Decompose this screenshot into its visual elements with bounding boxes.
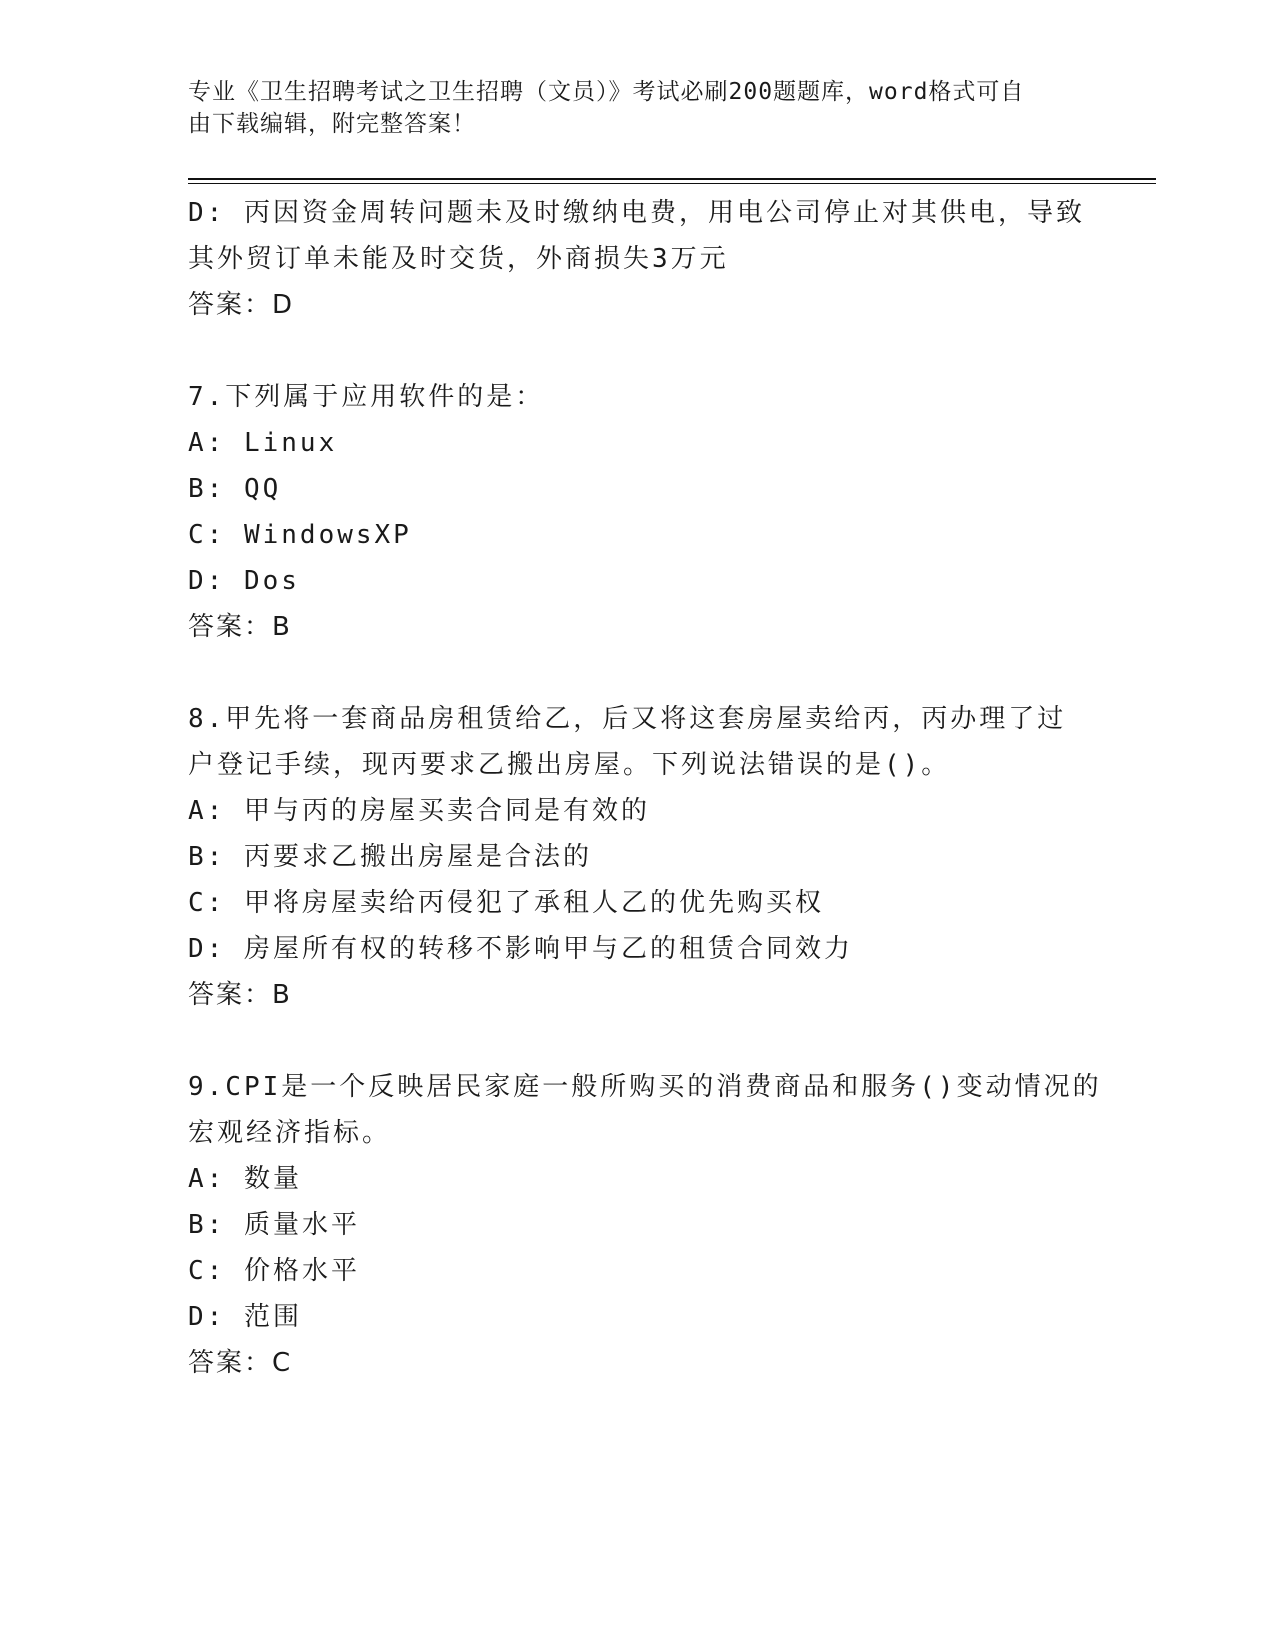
answer-label: 答案： bbox=[188, 980, 273, 1010]
header-title-line-1: 专业《卫生招聘考试之卫生招聘（文员）》考试必刷200题题库，word格式可自 bbox=[188, 79, 1025, 105]
previous-question-tail bbox=[188, 190, 1088, 328]
header-rule-thick bbox=[188, 178, 1156, 180]
answer-value: C bbox=[272, 1348, 292, 1378]
question-stem-continued: 户登记手续，现丙要求乙搬出房屋。下列说法错误的是()。 bbox=[188, 750, 951, 780]
spacer bbox=[188, 1018, 1088, 1064]
question-7 bbox=[188, 374, 1088, 650]
question-stem: 9.CPI是一个反映居民家庭一般所购买的消费商品和服务()变动情况的 bbox=[188, 1072, 1102, 1102]
answer-label: 答案： bbox=[188, 290, 273, 320]
question-9 bbox=[188, 1064, 1102, 1386]
answer-label: 答案： bbox=[188, 612, 273, 642]
spacer bbox=[188, 328, 1088, 374]
question-list bbox=[188, 190, 1102, 1386]
option-c: C: WindowsXP bbox=[188, 520, 412, 550]
header-rule-thin bbox=[188, 183, 1156, 184]
answer-label: 答案： bbox=[188, 1348, 273, 1378]
option-d: D: Dos bbox=[188, 566, 300, 596]
option-d: D: 范围 bbox=[188, 1302, 302, 1332]
option-a: A: 甲与丙的房屋买卖合同是有效的 bbox=[188, 796, 650, 826]
spacer bbox=[188, 650, 1088, 696]
option-d: D: 丙因资金周转问题未及时缴纳电费，用电公司停止对其供电，导致 bbox=[188, 198, 1085, 228]
question-stem: 8.甲先将一套商品房租赁给乙，后又将这套房屋卖给丙，丙办理了过 bbox=[188, 704, 1067, 734]
answer-line bbox=[188, 604, 1088, 650]
option-b: B: 质量水平 bbox=[188, 1210, 360, 1240]
answer-value: D bbox=[272, 290, 294, 320]
answer-line bbox=[188, 282, 1088, 328]
option-b: B: 丙要求乙搬出房屋是合法的 bbox=[188, 842, 592, 872]
option-a: A: 数量 bbox=[188, 1164, 302, 1194]
question-8 bbox=[188, 696, 1088, 1018]
header-title-line-2: 由下载编辑，附完整答案！ bbox=[188, 111, 476, 137]
question-stem-continued: 宏观经济指标。 bbox=[188, 1118, 392, 1148]
document-header bbox=[188, 76, 1068, 140]
answer-line bbox=[188, 972, 1088, 1018]
answer-value: B bbox=[272, 980, 291, 1010]
answer-value: B bbox=[272, 612, 291, 642]
answer-line bbox=[188, 1340, 1088, 1386]
option-c: C: 甲将房屋卖给丙侵犯了承租人乙的优先购买权 bbox=[188, 888, 824, 918]
option-d: D: 房屋所有权的转移不影响甲与乙的租赁合同效力 bbox=[188, 934, 853, 964]
option-c: C: 价格水平 bbox=[188, 1256, 360, 1286]
option-d-continued: 其外贸订单未能及时交货，外商损失3万元 bbox=[188, 244, 729, 274]
question-stem: 7.下列属于应用软件的是： bbox=[188, 382, 545, 412]
option-a: A: Linux bbox=[188, 428, 338, 458]
option-b: B: QQ bbox=[188, 474, 282, 504]
